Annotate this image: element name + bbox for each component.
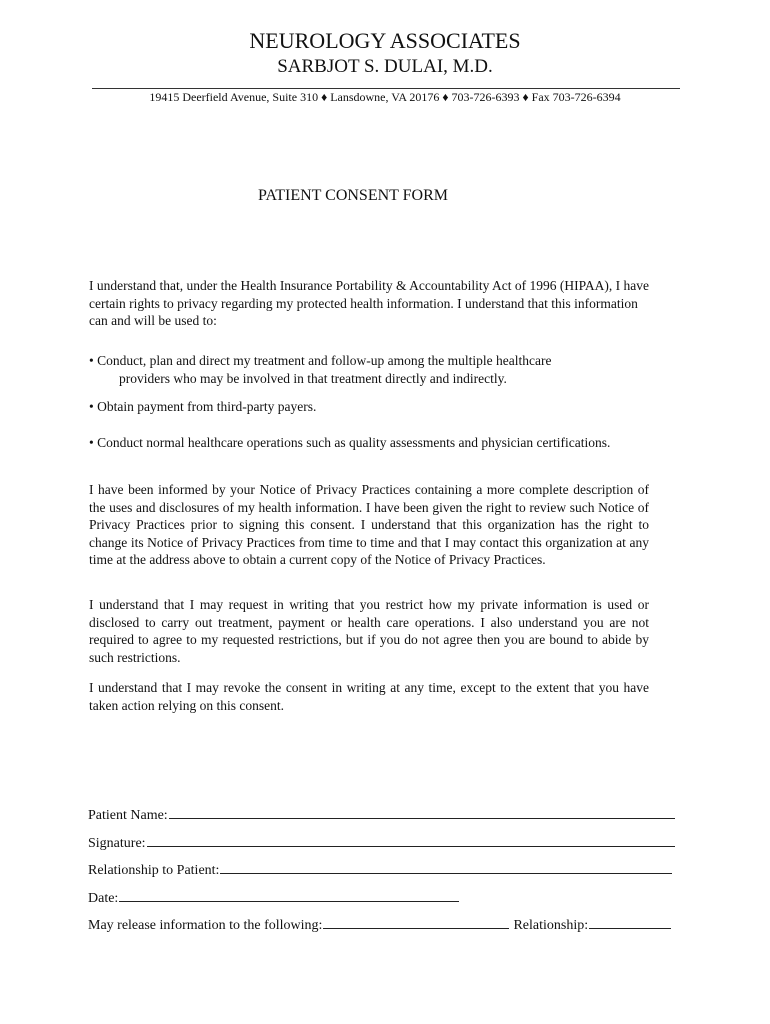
organization-name: NEUROLOGY ASSOCIATES [249, 28, 521, 53]
relationship-to-patient-line[interactable] [220, 860, 672, 874]
bullet-operations: • Conduct normal healthcare operations such as quality assessments and physician certifications. [89, 435, 611, 450]
patient-name-line[interactable] [169, 805, 675, 819]
signature-label: Signature: [88, 836, 146, 851]
signature-line[interactable] [147, 833, 675, 847]
release-info-label: May release information to the following: [88, 918, 323, 933]
patient-name-field [88, 805, 675, 825]
date-field [88, 888, 459, 908]
release-info-field [88, 915, 671, 935]
signature-field [88, 833, 675, 853]
bullet-treatment-line1: • Conduct, plan and direct my treatment and follow-up among the multiple healthcare [89, 353, 552, 368]
relationship-to-patient-field [88, 860, 672, 880]
form-title: PATIENT CONSENT FORM [258, 187, 448, 204]
notice-paragraph: I have been informed by your Notice of Privacy Practices containing a more complete description of the uses and disclosures of my health information. I have been given the right to review such Notice of Privacy Practices prior to signing this consent. I understand that this organization has the right to change its Notice of Privacy Practices from time to time and that I may contact this organization at any time at the address above to obtain a current copy of the Notice of Privacy Practices. [89, 482, 649, 568]
restriction-paragraph: I understand that I may request in writing that you restrict how my private information is used or disclosed to carry out treatment, payment or health care operations. I also understand you are not required to agree to my requested restrictions, but if you do not agree then you are bound to abide by such restrictions. [89, 597, 649, 665]
patient-name-label: Patient Name: [88, 808, 168, 823]
doctor-name: SARBJOT S. DULAI, M.D. [277, 56, 493, 77]
contact-address: 19415 Deerfield Avenue, Suite 310 ♦ Lansdowne, VA 20176 ♦ 703-726-6393 ♦ Fax 703-726-6394 [149, 90, 621, 104]
bullet-payment: • Obtain payment from third-party payers. [89, 399, 317, 414]
relationship-line[interactable] [589, 915, 671, 929]
intro-paragraph: I understand that, under the Health Insurance Portability & Accountability Act of 1996 (HIPAA), I have certain rights to privacy regarding my protected health information. I understand that this information can and will be used to: [89, 278, 649, 329]
date-label: Date: [88, 891, 119, 906]
bullet-treatment [89, 352, 649, 387]
header-divider [92, 88, 680, 89]
date-line[interactable] [119, 888, 459, 902]
relationship-label: Relationship: [513, 918, 589, 933]
relationship-to-patient-label: Relationship to Patient: [88, 863, 220, 878]
release-info-line[interactable] [323, 915, 509, 929]
revoke-paragraph: I understand that I may revoke the consent in writing at any time, except to the extent that you have taken action relying on this consent. [89, 680, 649, 713]
bullet-treatment-line2: providers who may be involved in that treatment directly and indirectly. [119, 370, 507, 386]
